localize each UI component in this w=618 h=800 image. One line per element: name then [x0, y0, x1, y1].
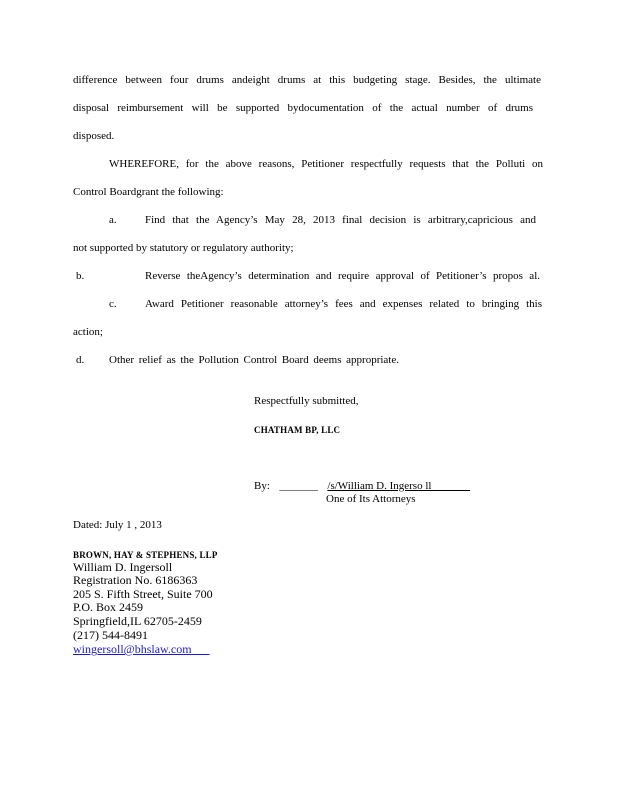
- attorney-registration: Registration No. 6186363: [73, 573, 198, 587]
- list-marker-d: d.: [76, 354, 85, 366]
- attorney-street: 205 S. Fifth Street, Suite 700: [73, 587, 213, 601]
- signature-name: /s/William D. Ingerso ll_______: [327, 480, 470, 492]
- signature-by-line: [254, 479, 470, 493]
- paragraph-2-line-2: Control Boardgrant the following:: [73, 186, 224, 198]
- attorney-city: Springfield,IL 62705-2459: [73, 614, 202, 628]
- signature-role: One of Its Attorneys: [326, 493, 416, 505]
- signature-closing: Respectfully submitted,: [254, 395, 359, 407]
- list-item-c-line-2: action;: [73, 326, 103, 338]
- list-marker-c: c.: [109, 298, 117, 310]
- attorney-po-box: P.O. Box 2459: [73, 600, 144, 614]
- list-item-d: Other relief as the Pollution Control Board deems appropriate.: [109, 354, 399, 366]
- paragraph-1-line-1: difference between four drums andeight drums at this budgeting stage. Besides, the ultimate: [73, 74, 541, 86]
- by-label: By:: [254, 480, 270, 492]
- list-item-a-line-1: Find that the Agency’s May 28, 2013 final decision is arbitrary,capricious and: [145, 214, 536, 226]
- list-marker-b: b.: [76, 270, 85, 282]
- list-item-b: Reverse theAgency’s determination and require approval of Petitioner’s propos al.: [145, 270, 540, 282]
- list-item-a-line-2: not supported by statutory or regulatory authority;: [73, 242, 294, 254]
- attorney-phone: (217) 544-8491: [73, 628, 148, 642]
- list-marker-a: a.: [109, 214, 117, 226]
- email-link-text[interactable]: wingersoll@bhslaw.com: [73, 642, 192, 656]
- dated-line: Dated: July 1 , 2013: [73, 519, 162, 531]
- attorney-email-link[interactable]: [73, 643, 210, 656]
- by-blank: _______: [279, 480, 318, 492]
- paragraph-1-line-2: disposal reimbursement will be supported bydocumentation of the actual number of drums: [73, 102, 533, 114]
- list-item-c-line-1: Award Petitioner reasonable attorney’s fees and expenses related to bringing this: [145, 298, 542, 310]
- attorney-name: William D. Ingersoll: [73, 560, 173, 574]
- signature-company: CHATHAM BP, LLC: [254, 425, 341, 435]
- paragraph-1-line-3: disposed.: [73, 130, 115, 142]
- paragraph-2-line-1: WHEREFORE, for the above reasons, Petitioner respectfully requests that the Polluti on: [109, 158, 543, 170]
- firm-name: BROWN, HAY & STEPHENS, LLP: [73, 550, 218, 560]
